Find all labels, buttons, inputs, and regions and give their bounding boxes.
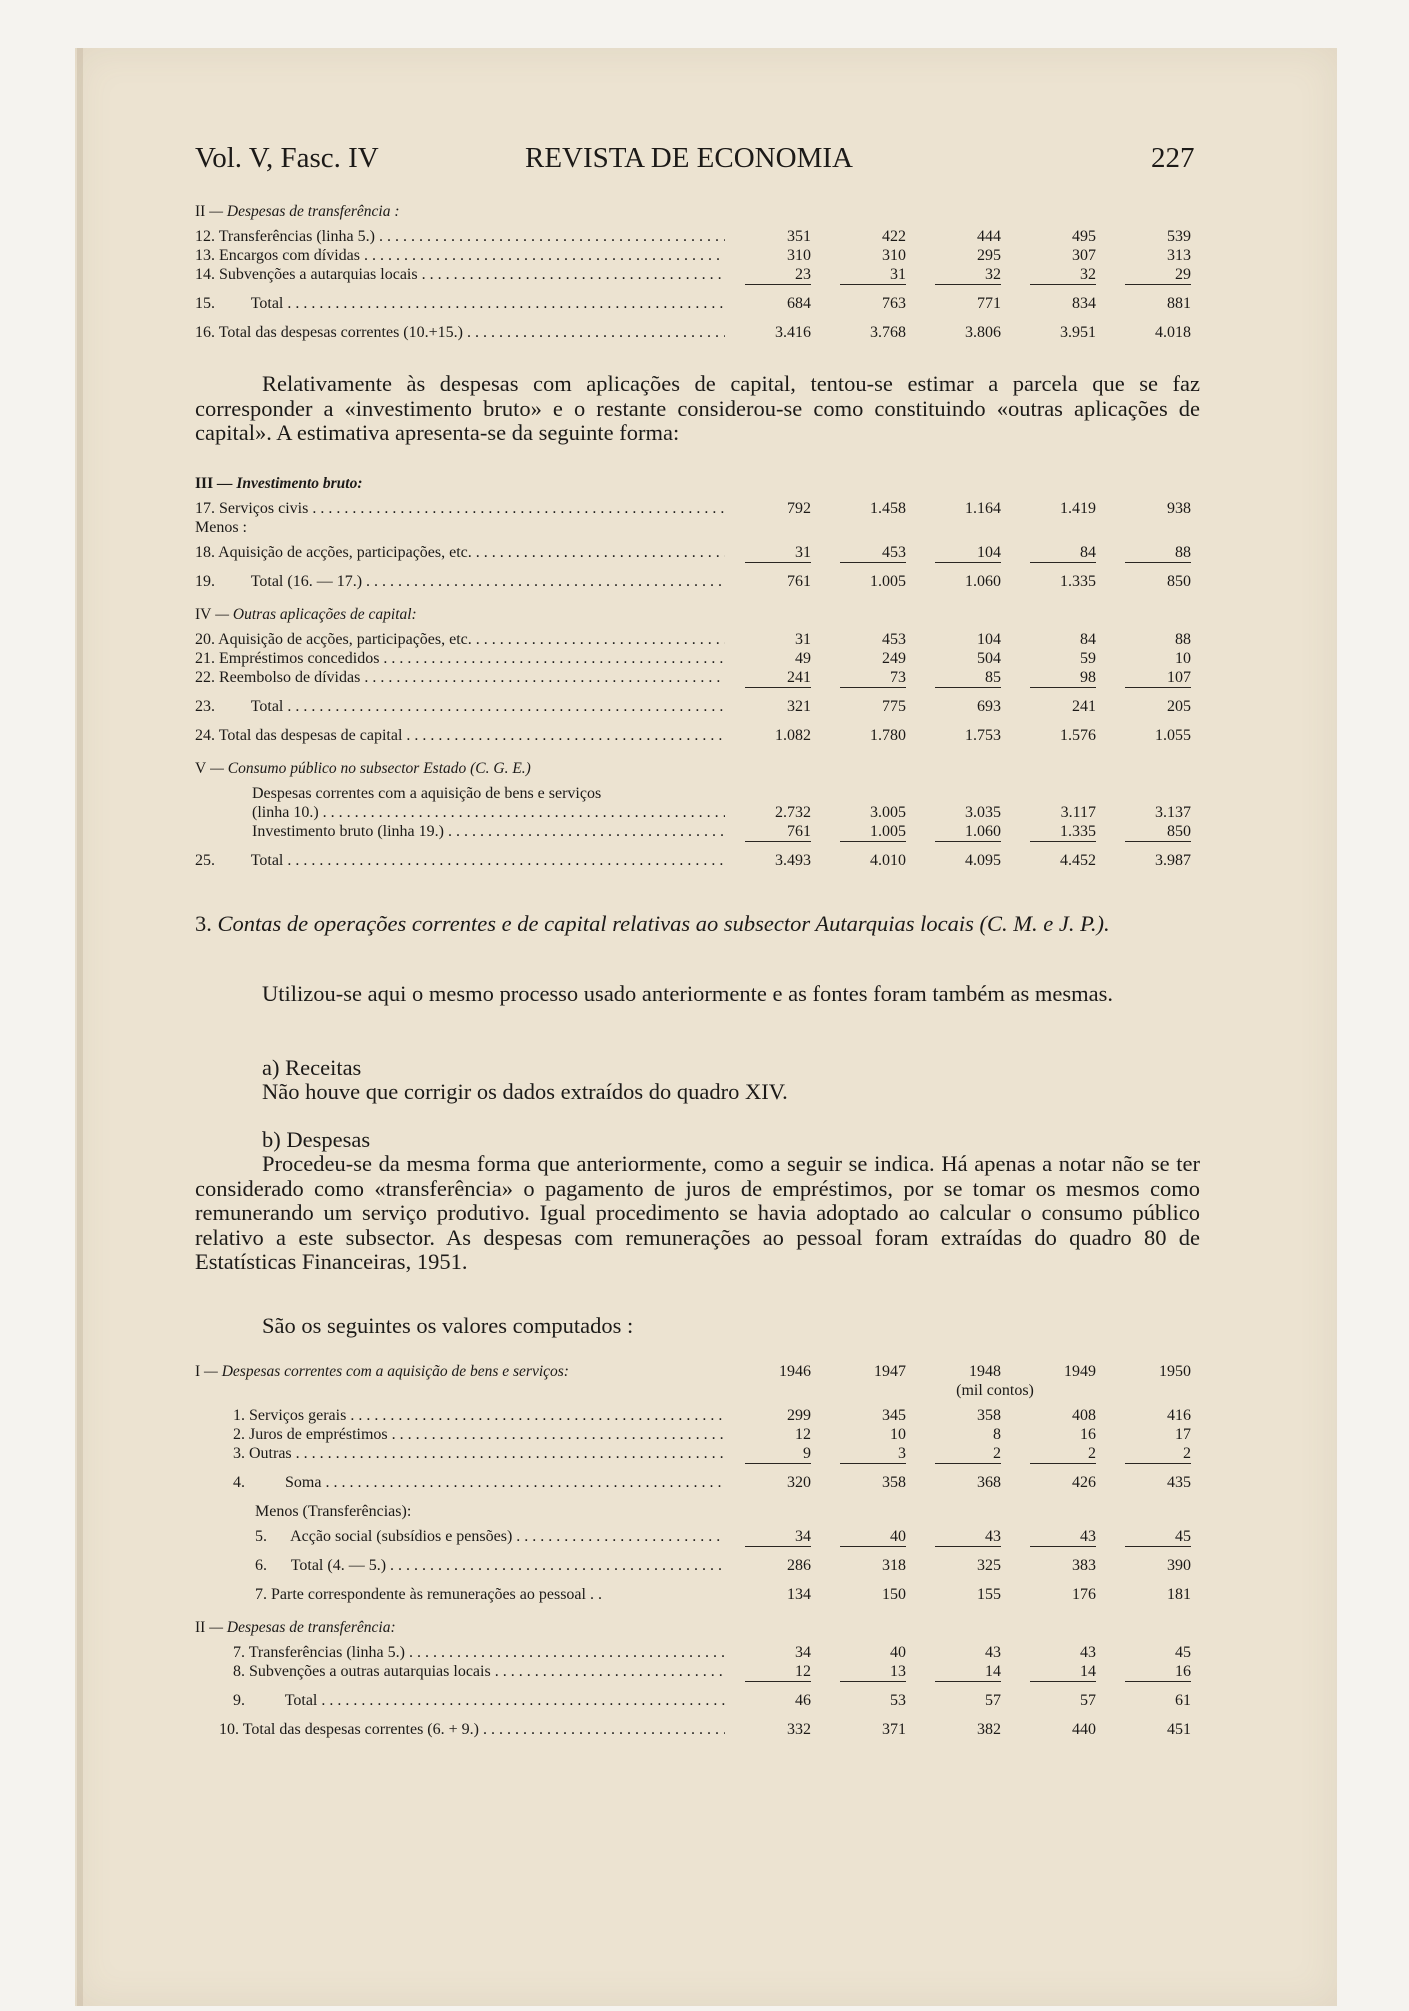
table-row: 2. Juros de empréstimos . . . 12 10 8 16 17 (195, 1425, 1200, 1444)
table-row-total: 23. Total . . . 321 775 693 241 205 (195, 697, 1200, 716)
table-row: 1. Serviços gerais . . . 299 345 358 408 416 (195, 1406, 1200, 1425)
table-row: 17. Serviços civis . . . 792 1.458 1.164 1.419 938 (195, 499, 1200, 518)
table-row-total: 24. Total das despesas de capital . . . 1.082 1.780 1.753 1.576 1.055 (195, 726, 1200, 745)
page-fold-shadow (77, 48, 83, 2006)
section-heading: 3. Contas de operações correntes e de capital relativas ao subsector Autarquias locais (C. M. e J. P.). (195, 911, 1110, 936)
year-header: 1946 (779, 1363, 811, 1380)
table-row: 12. Transferências (linha 5.) . . . 351 422 444 495 539 (195, 227, 1200, 246)
unit-row (195, 1381, 1200, 1400)
table-row: 8. Subvenções a outras autarquias locais . . . 12 13 14 14 16 (195, 1662, 1200, 1681)
table-row-total: 9. Total . . . 46 53 57 57 61 (195, 1691, 1200, 1710)
running-header (195, 142, 1200, 176)
unit-label: (mil contos) (956, 1382, 1034, 1399)
table-row-total: 4. Soma . . . 320 358 368 426 435 (195, 1473, 1200, 1492)
year-header: 1949 (1064, 1363, 1096, 1380)
table-row: (linha 10.) . . . 2.732 3.005 3.035 3.117 3.137 (195, 803, 1200, 822)
paragraph-computed: São os seguintes os valores computados : (262, 1313, 634, 1338)
table-row-total: 25. Total . . . 3.493 4.010 4.095 4.452 3.987 (195, 851, 1200, 870)
table-row: 18. Aquisição de acções, participações, etc. . . . 31 453 104 84 88 (195, 543, 1200, 562)
table-row: Investimento bruto (linha 19.) . . . 761 1.005 1.060 1.335 850 (195, 822, 1200, 841)
section-title: II — Despesas de transferência: (195, 1619, 396, 1636)
volume-label: Vol. V, Fasc. IV (195, 142, 379, 174)
table-row-total: 16. Total das despesas correntes (10.+15.) . . . 3.416 3.768 3.806 3.951 4.018 (195, 323, 1200, 342)
paragraph-capital: Relativamente às despesas com aplicações de capital, tentou-se estimar a parcela que se faz corresponder a «investimento bruto» e o restante considerou-se como constituindo «outras aplicações de capital». A estimativa apresenta-se da seguinte forma: (195, 371, 1200, 445)
subheading-despesas: b) Despesas (262, 1127, 371, 1152)
table-row: Despesas correntes com a aquisição de bens e serviços (252, 785, 602, 802)
paragraph-receitas: Não houve que corrigir os dados extraídos do quadro XIV. (262, 1079, 788, 1104)
section-title: II — Despesas de transferência : (195, 203, 400, 220)
table-row-total: 6. Total (4. — 5.) . . . 286 318 325 383 390 (195, 1556, 1200, 1575)
paragraph-despesas: Procedeu-se da mesma forma que anteriormente, como a seguir se indica. Há apenas a notar não se ter considerado como «transferência» o pagamento de juros de empréstimos, por se tomar os mesmos como remunerando um serviço produtivo. Igual procedimento se havia adoptado ao calcular o consumo público relativo a este subsector. As despesas com remunerações ao pessoal foram extraídas do quadro 80 de Estatísticas Financeiras, 1951. (195, 1151, 1200, 1274)
section-title: IV — Outras aplicações de capital: (195, 606, 417, 623)
year-header: 1947 (874, 1363, 906, 1380)
table-header-row: I — Despesas correntes com a aquisição de bens e serviços: 1946 1947 1948 1949 1950 (195, 1363, 1191, 1380)
table-row: 20. Aquisição de acções, participações, etc. . . . 31 453 104 84 88 (195, 630, 1200, 649)
table-row: 21. Empréstimos concedidos . . . 49 249 504 59 10 (195, 649, 1200, 668)
table-row: 7. Transferências (linha 5.) . . . 34 40 43 43 45 (195, 1643, 1200, 1662)
table-row: 14. Subvenções a autarquias locais . . . 23 31 32 32 29 (195, 265, 1200, 284)
table-local-authorities (195, 1362, 1200, 1739)
table-capital (195, 474, 1200, 870)
table-row: 5. Acção social (subsídios e pensões) . . . 34 40 43 43 45 (195, 1527, 1200, 1546)
paragraph-method: Utilizou-se aqui o mesmo processo usado anteriormente e as fontes foram também as mesmas. (262, 981, 1114, 1006)
menos-label: Menos : (195, 519, 247, 536)
table-row-total: 19. Total (16. — 17.) . . . 761 1.005 1.060 1.335 850 (195, 572, 1200, 591)
table-row-total: 10. Total das despesas correntes (6. + 9.) . . . 332 371 382 440 451 (195, 1720, 1200, 1739)
table-row: 3. Outras . . . 9 3 2 2 2 (195, 1444, 1200, 1463)
table-row: 22. Reembolso de dívidas . . . 241 73 85 98 107 (195, 668, 1200, 687)
subheading-receitas: a) Receitas (262, 1055, 362, 1080)
journal-title: REVISTA DE ECONOMIA (525, 142, 853, 174)
menos-label: Menos (Transferências): (255, 1503, 412, 1520)
year-header: 1950 (1159, 1363, 1191, 1380)
page-number: 227 (1151, 142, 1195, 174)
table-row: 7. Parte correspondente às remunerações ao pessoal . . 134 150 155 176 181 (255, 1586, 1191, 1603)
table-row-total: 15. Total . . . 684 763 771 834 881 (195, 294, 1200, 313)
year-header: 1948 (969, 1363, 1001, 1380)
table-transfers-state (195, 202, 1200, 342)
table-row: 13. Encargos com dívidas . . . 310 310 295 307 313 (195, 246, 1200, 265)
section-title: III — Investimento bruto: (195, 475, 363, 492)
section-title: V — Consumo público no subsector Estado (C. G. E.) (195, 760, 531, 777)
